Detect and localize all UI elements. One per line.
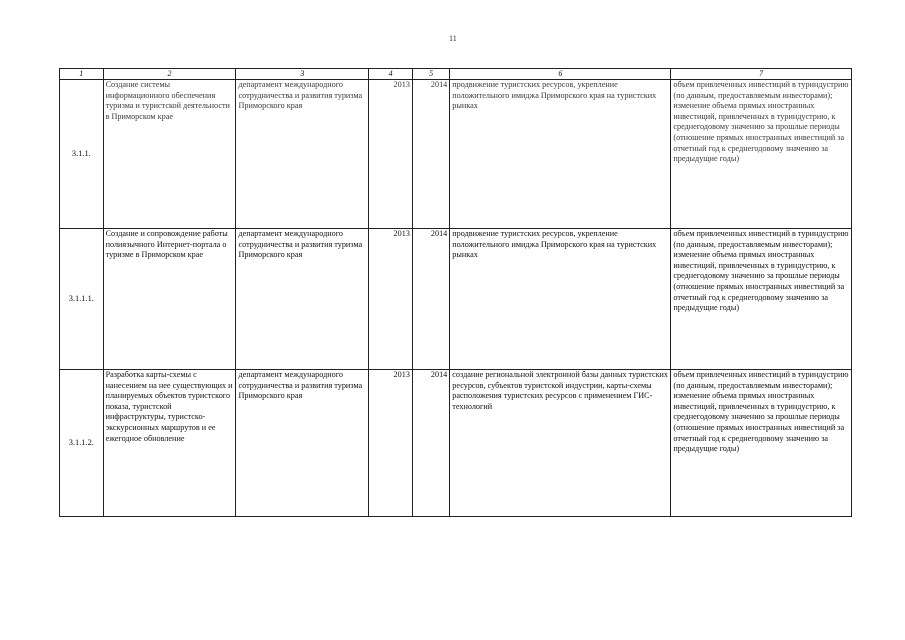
program-activities-table — [59, 68, 852, 517]
column-number: 1 — [60, 69, 104, 80]
start-year: 2013 — [369, 370, 413, 517]
activity-name: Создание и сопровождение работы полиязычного Интернет-портала о туризме в Приморском крае — [103, 229, 236, 370]
column-number: 6 — [450, 69, 671, 80]
column-number: 2 — [103, 69, 236, 80]
start-year: 2013 — [369, 80, 413, 229]
indicator: объем привлеченных инвестиций в туриндустрию (по данным, предоставляемым инвесторами); изменение объема прямых иностранных инвестиций, привлеченных в туриндустрию, к среднегодовому значению за прошлые периоды (отношение прямых иностранных инвестиций за отчетный год к среднегодовому значению за предыдущие годы) — [671, 370, 852, 517]
activity-name: Создание системы информационного обеспечения туризма и туристской деятельности в Приморском крае — [103, 80, 236, 229]
column-number-row — [60, 69, 852, 80]
table-row — [60, 80, 852, 229]
column-number: 5 — [412, 69, 449, 80]
executor: департамент международного сотрудничества и развития туризма Приморского края — [236, 80, 369, 229]
indicator: объем привлеченных инвестиций в туриндустрию (по данным, предоставляемым инвесторами); изменение объема прямых иностранных инвестиций, привлеченных в туриндустрию, к среднегодовому значению за прошлые периоды (отношение прямых иностранных инвестиций за отчетный год к среднегодовому значению за предыдущие годы) — [671, 229, 852, 370]
column-number: 3 — [236, 69, 369, 80]
column-number: 4 — [369, 69, 413, 80]
end-year: 2014 — [412, 370, 449, 517]
expected-result: создание региональной электронной базы данных туристских ресурсов, субъектов туристской индустрии, карты-схемы расположения туристских ресурсов с применением ГИС-технологий — [450, 370, 671, 517]
expected-result: продвижение туристских ресурсов, укрепление положительного имиджа Приморского края на туристских рынках — [450, 80, 671, 229]
column-number: 7 — [671, 69, 852, 80]
end-year: 2014 — [412, 229, 449, 370]
item-number: 3.1.1.1. — [60, 229, 104, 370]
start-year: 2013 — [369, 229, 413, 370]
indicator: объем привлеченных инвестиций в туриндустрию (по данным, предоставляемым инвесторами); изменение объема прямых иностранных инвестиций, привлеченных в туриндустрию, к среднегодовому значению за прошлые периоды (отношение прямых иностранных инвестиций за отчетный год к среднегодовому значению за предыдущие годы) — [671, 80, 852, 229]
activity-name: Разработка карты-схемы с нанесением на нее существующих и планируемых объектов туристского показа, туристской инфраструктуры, туристско-экскурсионных маршрутов и ее ежегодное обновление — [103, 370, 236, 517]
item-number: 3.1.1. — [60, 80, 104, 229]
executor: департамент международного сотрудничества и развития туризма Приморского края — [236, 370, 369, 517]
end-year: 2014 — [412, 80, 449, 229]
expected-result: продвижение туристских ресурсов, укрепление положительного имиджа Приморского края на туристских рынках — [450, 229, 671, 370]
executor: департамент международного сотрудничества и развития туризма Приморского края — [236, 229, 369, 370]
table-row — [60, 370, 852, 517]
page-number: 11 — [449, 34, 457, 43]
table-row — [60, 229, 852, 370]
item-number: 3.1.1.2. — [60, 370, 104, 517]
